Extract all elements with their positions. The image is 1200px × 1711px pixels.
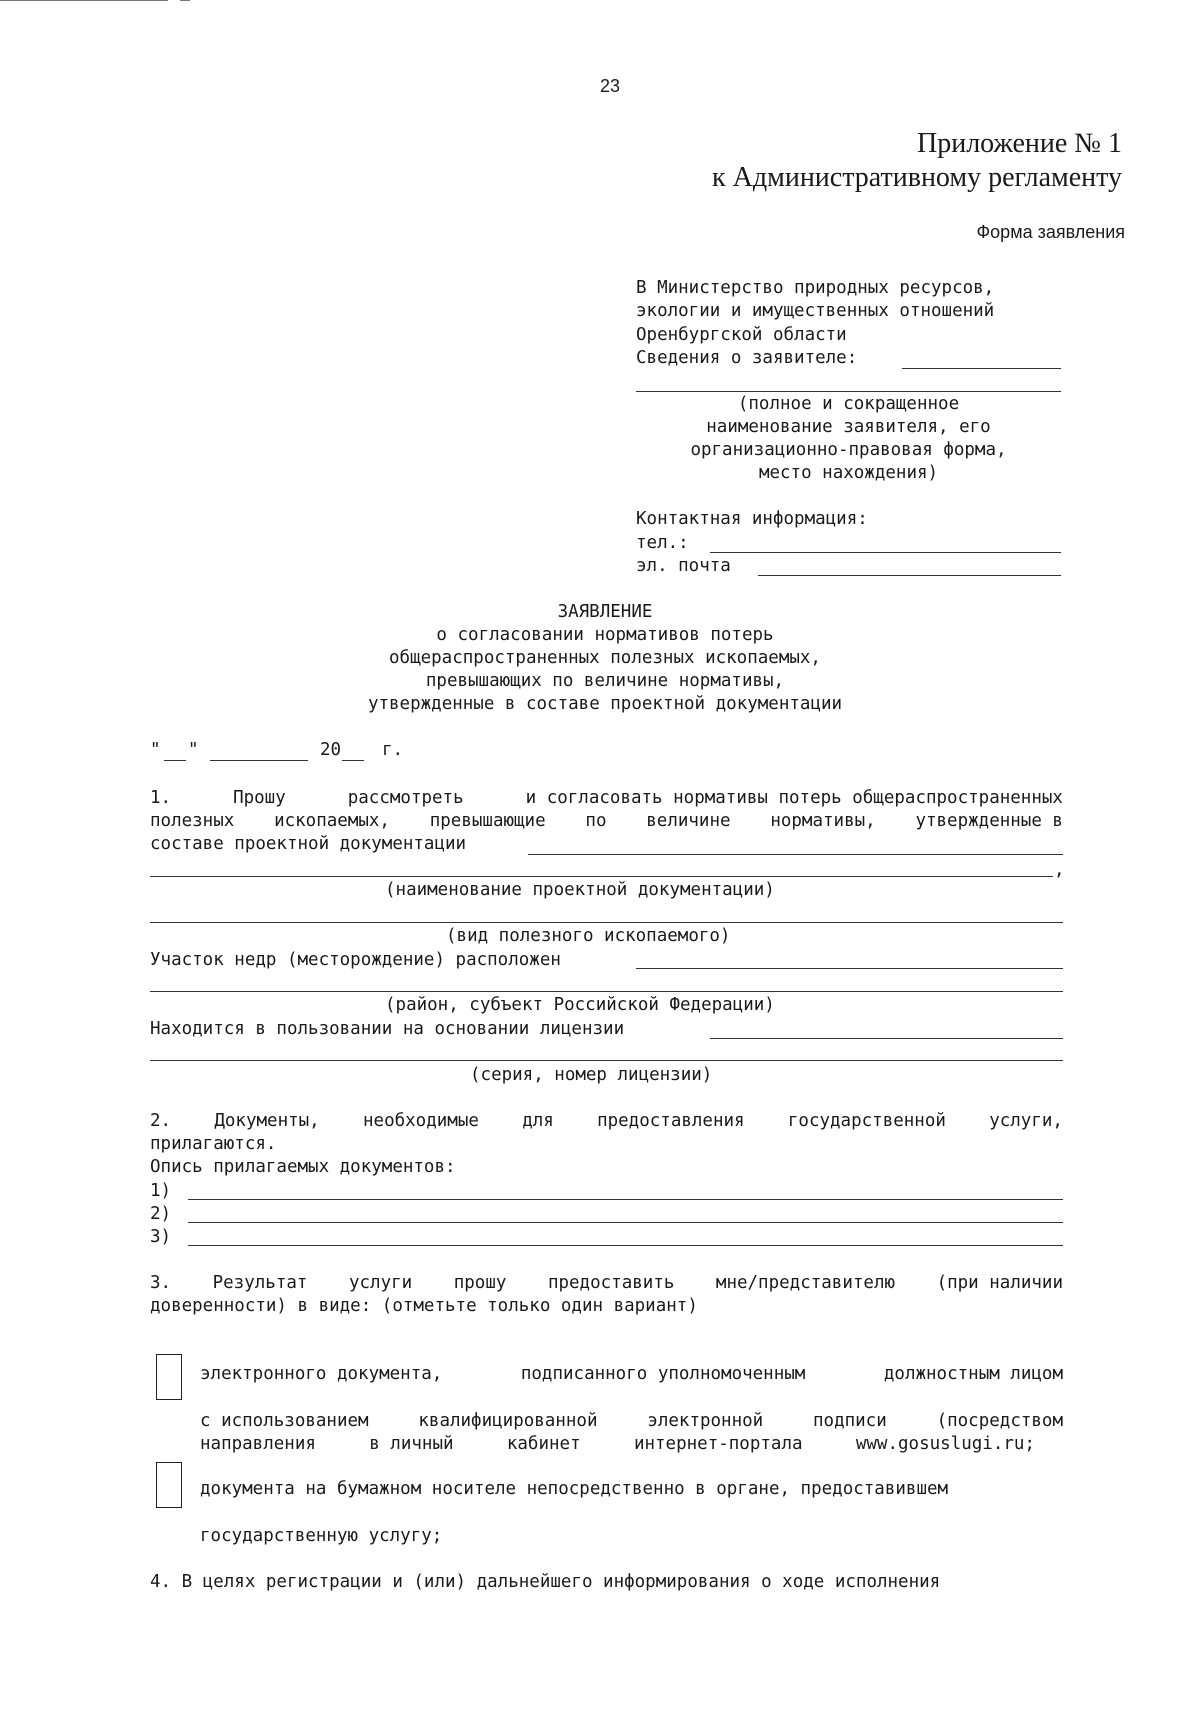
document-subtitle-4: утвержденные в составе проектной документации	[367, 694, 843, 714]
scan-edge-mark	[180, 0, 190, 1]
section3-word: предоставить	[547, 1273, 675, 1293]
option-paper-line-2: государственную услугу;	[200, 1526, 443, 1546]
option-electronic-line-3	[200, 1434, 1035, 1454]
section3-word: (при наличии	[936, 1273, 1063, 1293]
email-field[interactable]	[758, 575, 1061, 576]
section2-word: услуги,	[989, 1111, 1063, 1131]
section2-word: Документы,	[214, 1111, 320, 1131]
project-doc-field-1[interactable]	[528, 854, 1063, 855]
region-hint: (район, субъект Российской Федерации)	[385, 995, 775, 1015]
attachment-item-2-field[interactable]	[188, 1222, 1063, 1223]
section1-word: превышающие	[429, 811, 546, 831]
applicant-hint-3: организационно-правовая форма,	[690, 440, 1007, 460]
section2-word: 2.	[150, 1111, 172, 1131]
option-electronic-word: подписанного уполномоченным	[520, 1364, 806, 1384]
applicant-field-line-1[interactable]	[902, 368, 1061, 369]
document-subtitle-2: общераспространенных полезных ископаемых,	[389, 648, 821, 668]
date-year-suffix: г.	[382, 740, 404, 760]
section3-line-1	[150, 1273, 1063, 1293]
section3-word: мне/представителю	[715, 1273, 896, 1293]
option-electronic-word: электронного документа,	[200, 1364, 443, 1384]
section3-word: прошу	[453, 1273, 507, 1293]
option-electronic-line-1	[200, 1364, 1063, 1384]
section3-line-2: доверенности) в виде: (отметьте только один вариант)	[150, 1296, 698, 1316]
section2-word: предоставления	[597, 1111, 745, 1131]
option-paper-line-1: документа на бумажном носителе непосредственно в органе, предоставившем	[200, 1479, 949, 1499]
document-subtitle-1: о согласовании нормативов потерь	[436, 625, 774, 645]
page-number: 23	[600, 76, 621, 96]
attachment-item-1-number: 1)	[150, 1181, 172, 1201]
mineral-hint: (вид полезного ископаемого)	[446, 926, 731, 946]
section1-word: и согласовать нормативы потерь общераспространенных	[525, 788, 1063, 808]
mineral-field[interactable]	[150, 922, 1063, 923]
option-paper-checkbox[interactable]	[156, 1462, 182, 1508]
addressee-line-1: В Министерство природных ресурсов,	[636, 278, 995, 298]
option-electronic-word: с использованием	[200, 1411, 369, 1431]
section1-word: ископаемых,	[274, 811, 390, 831]
addressee-line-3: Оренбургской области	[636, 325, 847, 345]
section1-line-1	[150, 788, 1063, 808]
date-quote-open: "	[150, 740, 161, 760]
applicant-field-line-2[interactable]	[636, 391, 1061, 392]
applicant-label: Сведения о заявителе:	[636, 348, 858, 368]
license-field-1[interactable]	[710, 1038, 1063, 1039]
option-electronic-word: электронной	[647, 1411, 764, 1431]
section1-line-3: составе проектной документации	[150, 834, 467, 854]
option-electronic-word: подписи	[813, 1411, 887, 1431]
option-electronic-word: в личный	[369, 1434, 454, 1454]
section1-word: рассмотреть	[347, 788, 464, 808]
attachment-item-2-number: 2)	[150, 1204, 172, 1224]
appendix-title: Приложение № 1	[917, 128, 1122, 159]
section4-line-1: 4. В целях регистрации и (или) дальнейшего информирования о ходе исполнения	[150, 1572, 941, 1592]
project-doc-comma: ,	[1054, 860, 1065, 880]
section2-word: государственной	[787, 1111, 946, 1131]
project-doc-hint: (наименование проектной документации)	[385, 880, 775, 900]
site-label: Участок недр (месторождение) расположен	[150, 950, 561, 970]
site-field-2[interactable]	[150, 991, 1063, 992]
form-label: Форма заявления	[976, 222, 1125, 242]
option-electronic-word: www.gosuslugi.ru;	[855, 1434, 1035, 1454]
section3-word: Результат	[212, 1273, 308, 1293]
applicant-hint-2: наименование заявителя, его	[706, 417, 991, 437]
section2-line-1	[150, 1111, 1063, 1131]
section1-line-2	[150, 811, 1063, 831]
option-electronic-word: (посредством	[936, 1411, 1063, 1431]
section3-word: услуги	[348, 1273, 413, 1293]
document-title: ЗАЯВЛЕНИЕ	[557, 602, 653, 622]
license-label: Находится в пользовании на основании лицензии	[150, 1019, 625, 1039]
date-year-field[interactable]	[342, 760, 364, 761]
date-quote-close: "	[188, 740, 199, 760]
date-day-field[interactable]	[164, 760, 186, 761]
applicant-hint-1: (полное и сокращенное	[737, 394, 960, 414]
addressee-line-2: экологии и имущественных отношений	[636, 301, 995, 321]
option-electronic-word: интернет-портала	[633, 1434, 803, 1454]
section3-word: 3.	[150, 1273, 172, 1293]
option-electronic-word: должностным лицом	[883, 1364, 1063, 1384]
license-hint: (серия, номер лицензии)	[470, 1065, 713, 1085]
applicant-hint-4: место нахождения)	[758, 463, 939, 483]
email-label: эл. почта	[636, 556, 731, 576]
section1-word: 1.	[150, 788, 172, 808]
section1-word: полезных	[150, 811, 235, 831]
date-year-prefix: 20	[320, 740, 342, 760]
attachment-item-1-field[interactable]	[188, 1199, 1063, 1200]
project-doc-field-2[interactable]	[150, 876, 1053, 877]
document-subtitle-3: превышающих по величине нормативы,	[425, 671, 785, 691]
site-field-1[interactable]	[636, 968, 1063, 969]
section1-word: утвержденные в	[915, 811, 1063, 831]
section1-word: по	[585, 811, 607, 831]
option-electronic-checkbox[interactable]	[156, 1354, 182, 1400]
section1-word: величине	[646, 811, 731, 831]
section2-line-2: прилагаются.	[150, 1134, 277, 1154]
section2-word: необходимые	[363, 1111, 479, 1131]
date-month-field[interactable]	[210, 760, 308, 761]
phone-label: тел.:	[636, 533, 689, 553]
appendix-subtitle: к Административному регламенту	[712, 162, 1122, 193]
scan-edge-line	[0, 0, 168, 1]
section2-word: для	[522, 1111, 554, 1131]
option-electronic-word: направления	[200, 1434, 316, 1454]
section1-word: нормативы,	[770, 811, 876, 831]
phone-field[interactable]	[710, 552, 1061, 553]
contact-label: Контактная информация:	[636, 509, 868, 529]
attachments-list-label: Опись прилагаемых документов:	[150, 1157, 456, 1177]
option-electronic-word: квалифицированной	[418, 1411, 598, 1431]
attachment-item-3-number: 3)	[150, 1227, 172, 1247]
section1-word: Прошу	[233, 788, 286, 808]
option-electronic-word: кабинет	[506, 1434, 581, 1454]
attachment-item-3-field[interactable]	[188, 1245, 1063, 1246]
license-field-2[interactable]	[150, 1060, 1063, 1061]
option-electronic-line-2	[200, 1411, 1063, 1431]
